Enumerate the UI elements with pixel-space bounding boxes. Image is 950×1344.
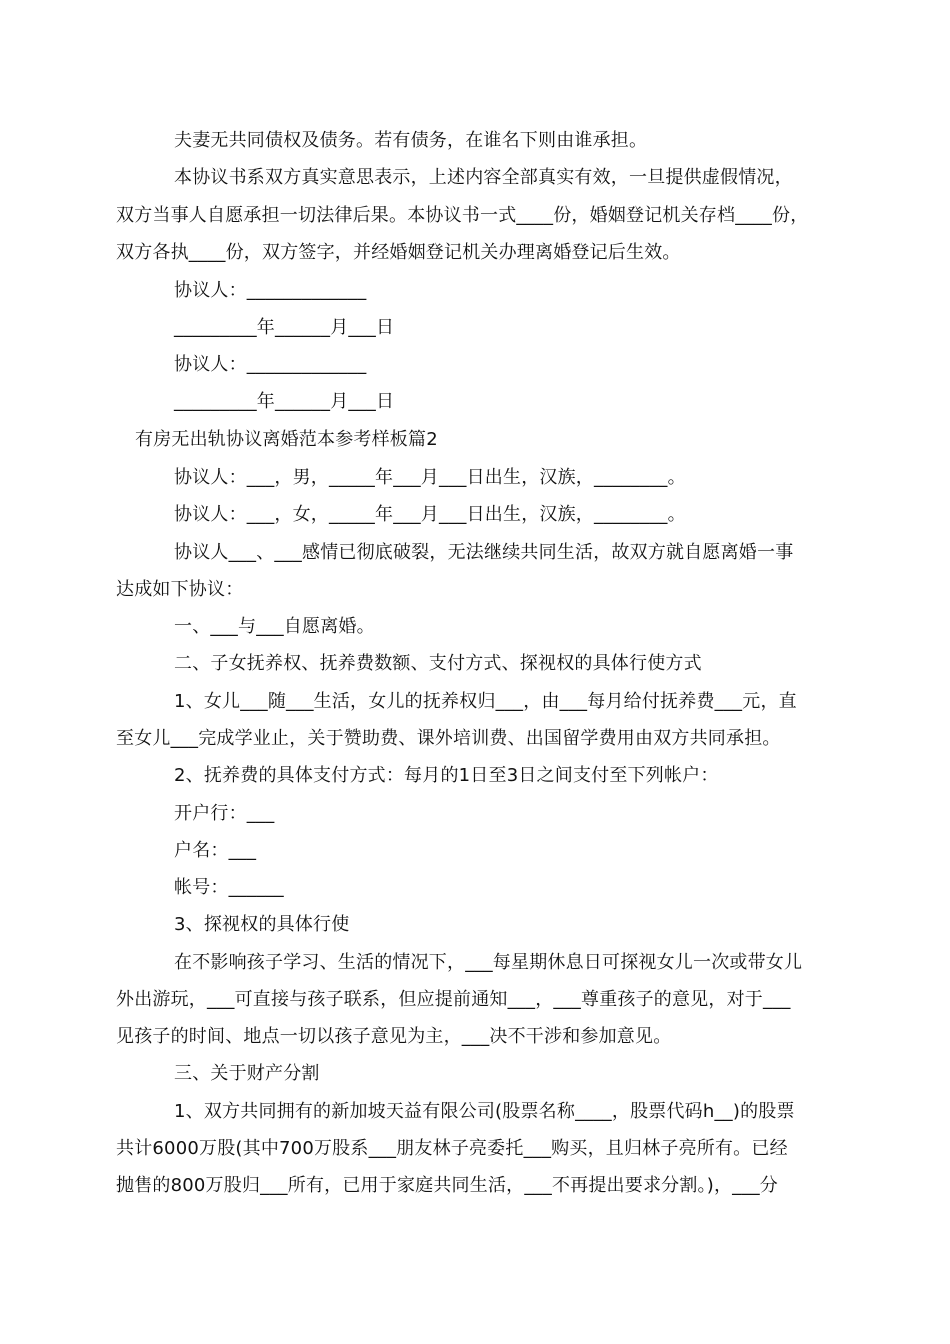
paragraph-line: 1、女儿___随___生活，女儿的抚养权归___，由___每月给付抚养费___元，直 <box>174 691 797 712</box>
paragraph-line: 在不影响孩子学习、生活的情况下，___每星期休息日可探视女儿一次或带女儿 <box>174 952 803 973</box>
paragraph-line: 本协议书系双方真实意思表示，上述内容全部真实有效，一旦提供虚假情况， <box>174 167 793 188</box>
paragraph-line: 夫妻无共同债权及债务。若有债务，在谁名下则由谁承担。 <box>174 130 648 151</box>
date-line: _________年______月___日 <box>174 391 395 412</box>
section-heading: 有房无出轨协议离婚范本参考样板篇2 <box>135 429 438 450</box>
clause-line: 一、___与___自愿离婚。 <box>174 616 375 637</box>
paragraph-line: 共计6000万股(其中700万股系___朋友林子亮委托___购买，且归林子亮所有。已经 <box>116 1138 788 1159</box>
account-line: 户名：___ <box>174 840 257 861</box>
paragraph-line: 协议人___、___感情已彻底破裂，无法继续共同生活，故双方就自愿离婚一事 <box>174 542 794 563</box>
party-line: 协议人：___，男，_____年___月___日出生，汉族，________。 <box>174 467 686 488</box>
paragraph-line: 达成如下协议： <box>116 579 244 600</box>
party-line: 协议人：___，女，_____年___月___日出生，汉族，________。 <box>174 504 686 525</box>
paragraph-line: 2、抚养费的具体支付方式：每月的1日至3日之间支付至下列帐户： <box>174 765 719 786</box>
clause-line: 二、子女抚养权、抚养费数额、支付方式、探视权的具体行使方式 <box>174 653 702 674</box>
paragraph-line: 双方各执____份，双方签字，并经婚姻登记机关办理离婚登记后生效。 <box>116 242 681 263</box>
clause-line: 三、关于财产分割 <box>174 1063 320 1084</box>
signature-line: 协议人：_____________ <box>174 280 367 301</box>
paragraph-line: 至女儿___完成学业止，关于赞助费、课外培训费、出国留学费用由双方共同承担。 <box>116 728 781 749</box>
account-line: 开户行：___ <box>174 803 275 824</box>
paragraph-line: 见孩子的时间、地点一切以孩子意见为主，___决不干涉和参加意见。 <box>116 1026 672 1047</box>
signature-line: 协议人：_____________ <box>174 354 367 375</box>
paragraph-line: 外出游玩，___可直接与孩子联系，但应提前通知___，___尊重孩子的意见，对于___ <box>116 989 791 1010</box>
date-line: _________年______月___日 <box>174 317 395 338</box>
paragraph-line: 1、双方共同拥有的新加坡天益有限公司(股票名称____，股票代码h__)的股票 <box>174 1101 795 1122</box>
account-line: 帐号：______ <box>174 877 284 898</box>
clause-line: 3、探视权的具体行使 <box>174 914 350 935</box>
paragraph-line: 抛售的800万股归___所有，已用于家庭共同生活，___不再提出要求分割。)，___分 <box>116 1175 778 1196</box>
paragraph-line: 双方当事人自愿承担一切法律后果。本协议书一式____份，婚姻登记机关存档____份， <box>116 205 809 226</box>
